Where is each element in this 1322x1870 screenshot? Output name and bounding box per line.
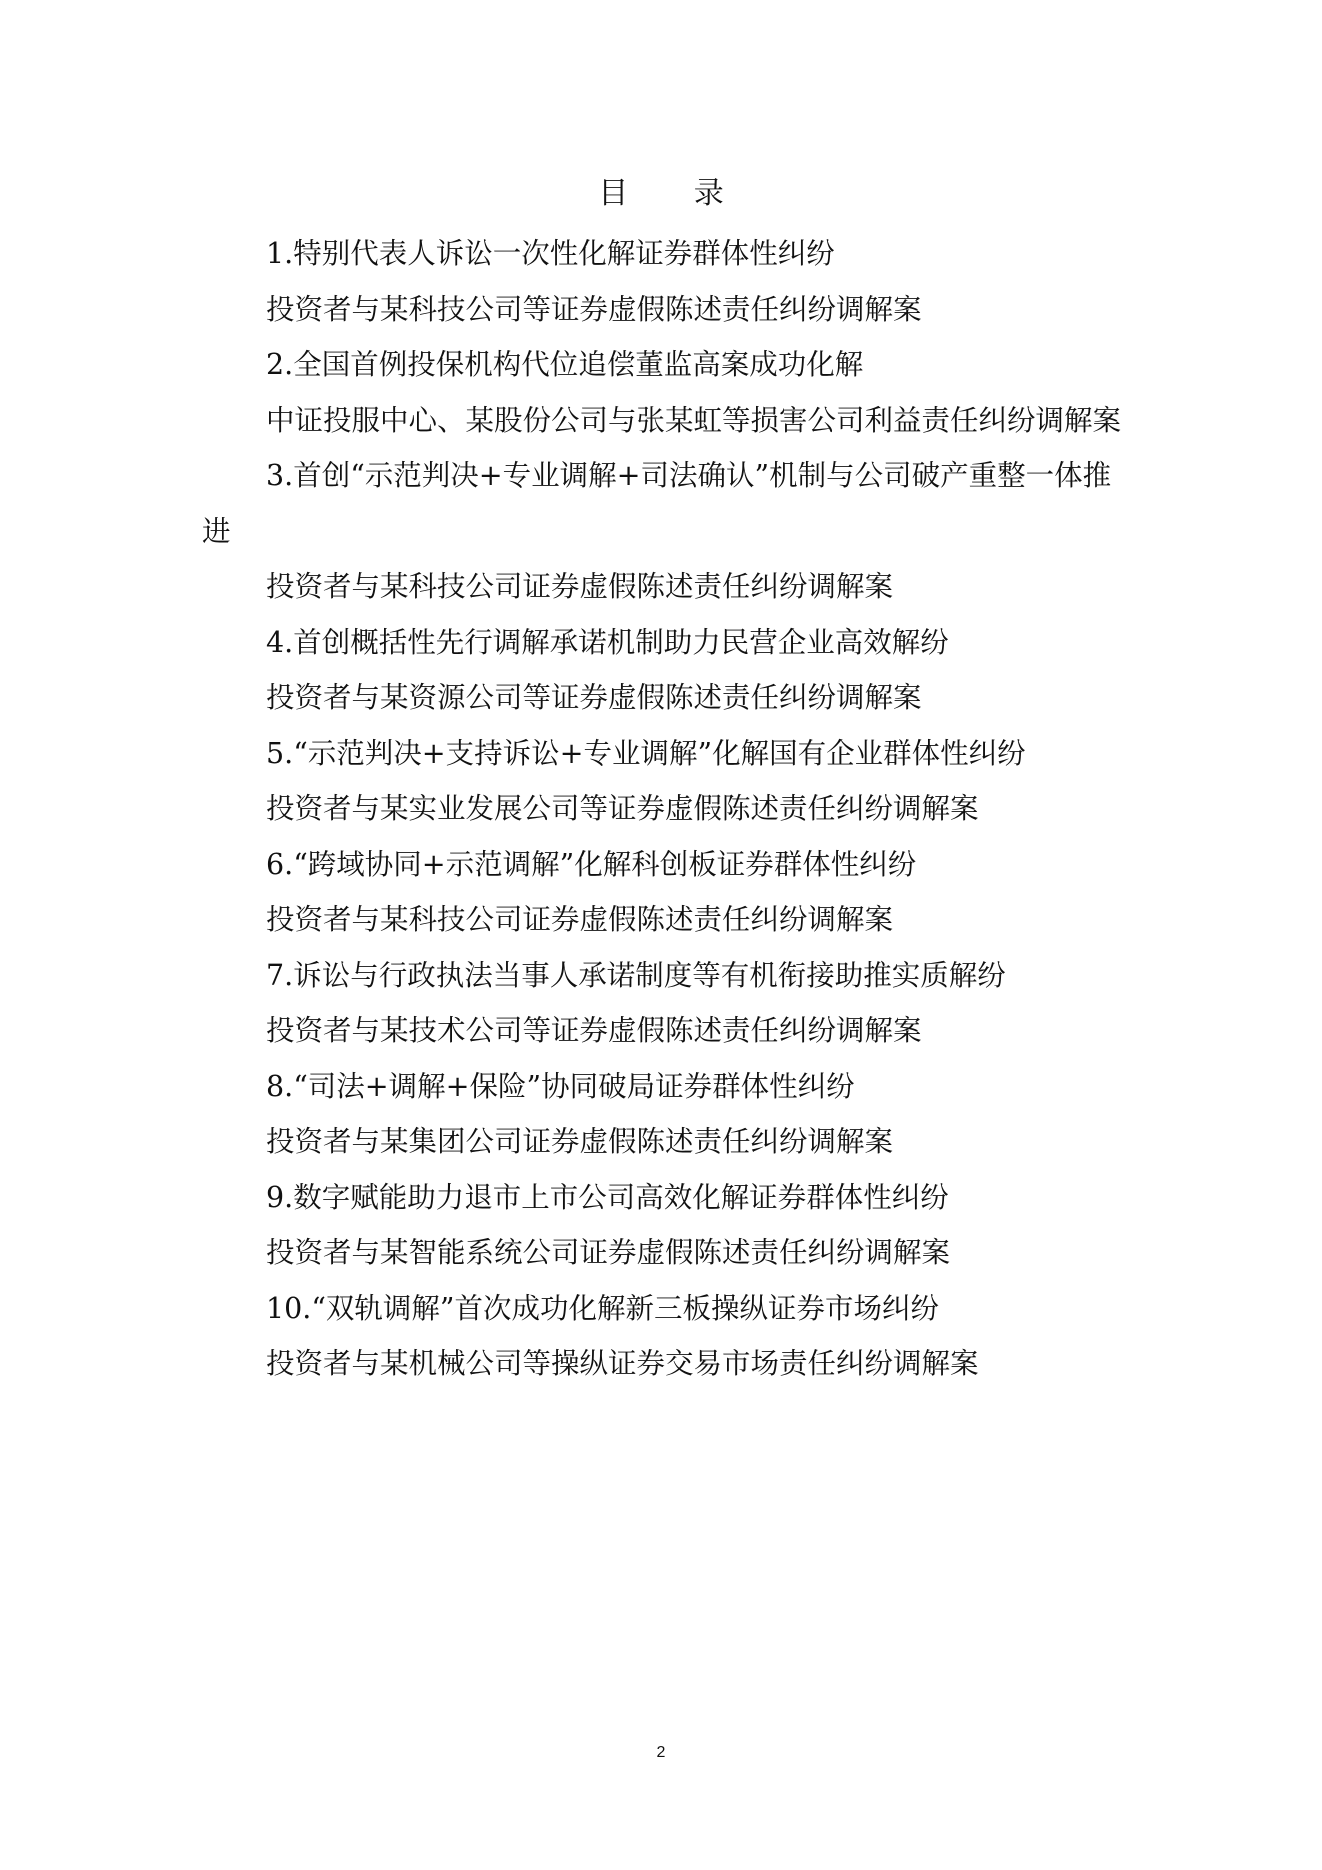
toc-entry [202,726,1130,837]
toc-entry-case: 投资者与某资源公司等证券虚假陈述责任纠纷调解案 [266,681,922,714]
toc-entry-heading: 5.“示范判决+支持诉讼+专业调解”化解国有企业群体性纠纷 [266,736,1026,770]
toc-entry-case: 中证投服中心、某股份公司与张某虹等损害公司利益责任纠纷调解案 [266,403,1122,437]
toc-entry-heading: 10.“双轨调解”首次成功化解新三板操纵证券市场纠纷 [266,1291,939,1325]
toc-entry [202,615,1130,726]
toc-entry-case: 投资者与某集团公司证券虚假陈述责任纠纷调解案 [266,1125,894,1158]
toc-entry-case: 投资者与某科技公司证券虚假陈述责任纠纷调解案 [266,903,894,936]
toc-entry-heading: 7.诉讼与行政执法当事人承诺制度等有机衔接助推实质解纷 [266,958,1006,992]
toc-entry-case: 投资者与某实业发展公司等证券虚假陈述责任纠纷调解案 [266,792,979,825]
toc-entry-case: 投资者与某科技公司等证券虚假陈述责任纠纷调解案 [266,292,922,326]
toc-entry [202,948,1130,1059]
toc-entry-heading: 1.特别代表人诉讼一次性化解证券群体性纠纷 [266,237,835,270]
toc-entry [202,1170,1130,1281]
toc-entry-case: 投资者与某机械公司等操纵证券交易市场责任纠纷调解案 [266,1347,979,1380]
table-of-contents [202,226,1130,1392]
toc-entry-heading: 6.“跨域协同+示范调解”化解科创板证券群体性纠纷 [266,847,917,881]
toc-entry [202,226,1130,337]
toc-entry-case: 投资者与某技术公司等证券虚假陈述责任纠纷调解案 [266,1014,922,1047]
toc-entry-heading: 4.首创概括性先行调解承诺机制助力民营企业高效解纷 [266,625,949,659]
page-number: 2 [656,1744,666,1761]
toc-entry [202,337,1130,448]
toc-entry [202,1281,1130,1392]
toc-entry-case: 投资者与某智能系统公司证券虚假陈述责任纠纷调解案 [266,1236,951,1269]
toc-entry [202,1059,1130,1170]
toc-title: 目 录 [598,176,752,211]
toc-entry-heading: 2.全国首例投保机构代位追偿董监高案成功化解 [266,348,864,381]
toc-entry [202,837,1130,948]
toc-entry [202,448,1130,615]
toc-entry-heading: 3.首创“示范判决+专业调解+司法确认”机制与公司破产重整一体推进 [202,459,1112,548]
toc-entry-heading: 8.“司法+调解+保险”协同破局证券群体性纠纷 [266,1069,855,1103]
toc-entry-case: 投资者与某科技公司证券虚假陈述责任纠纷调解案 [266,570,894,603]
toc-entry-heading: 9.数字赋能助力退市上市公司高效化解证券群体性纠纷 [266,1180,949,1214]
